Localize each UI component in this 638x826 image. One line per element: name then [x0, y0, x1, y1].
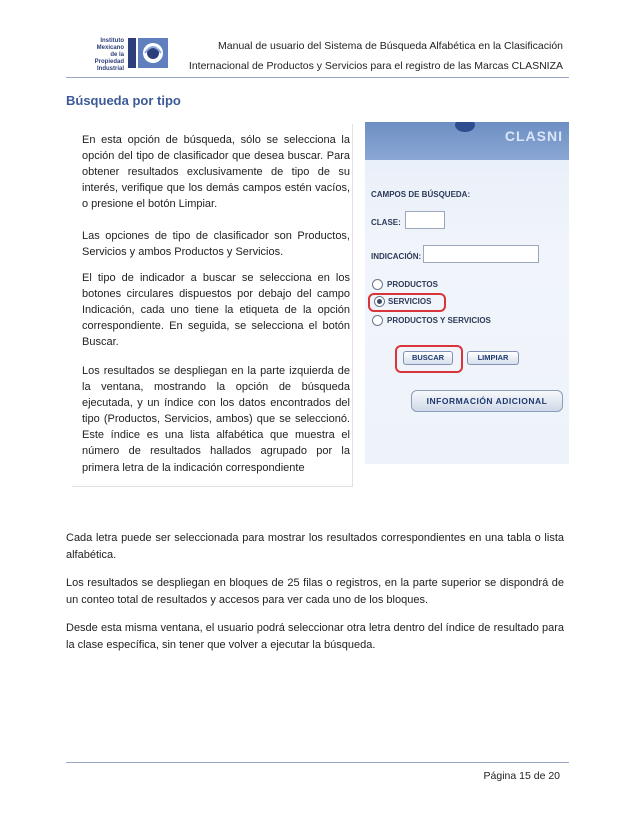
clase-label: CLASE: — [371, 218, 401, 227]
limpiar-button[interactable]: LIMPIAR — [467, 351, 519, 365]
radio-productos-y-servicios[interactable] — [372, 315, 383, 326]
header-title-line-2: Internacional de Productos y Servicios para el registro de las Marcas CLASNIZA — [188, 60, 563, 72]
screenshot-header-text: CLASNI — [504, 128, 563, 144]
indicacion-label: INDICACIÓN: — [371, 252, 422, 261]
logo-line: Mexicano — [96, 45, 124, 51]
radio-label: PRODUCTOS Y SERVICIOS — [387, 316, 491, 325]
radio-productos[interactable] — [372, 279, 383, 290]
paragraph: En esta opción de búsqueda, sólo se selecciona la opción del tipo de clasificador que desea buscar. Para obtener resultados exclusivamente de tipo de su interés, verifique que los demás campos estén vacíos, o presione el botón Limpiar. — [82, 134, 350, 211]
radio-label: PRODUCTOS — [387, 280, 438, 289]
radio-label: SERVICIOS — [388, 297, 432, 306]
body-paragraph: Los resultados se despliegan en bloques de 25 filas o registros, en la parte superior se dispondrá de un conteo total de resultados y accesos para ver cada uno de los bloques. — [66, 577, 564, 606]
header-ornament — [455, 122, 475, 132]
logo-text — [80, 38, 124, 73]
body-paragraph: Desde esta misma ventana, el usuario podrá seleccionar otra letra dentro del índice de resultado para la clase específica, sin tener que volver a ejecutar la búsqueda. — [66, 622, 564, 651]
header-title-line-1: Manual de usuario del Sistema de Búsqueda Alfabética en la Clasificación — [218, 40, 563, 52]
logo-line: de la Propiedad — [94, 52, 124, 65]
impi-logo — [80, 36, 172, 72]
paragraph: Las opciones de tipo de clasificador son Productos, Servicios y ambos Productos y Servicios. — [82, 230, 350, 259]
search-form-screenshot — [365, 122, 569, 464]
page-number: Página 15 de 20 — [483, 770, 560, 782]
footer-divider — [66, 762, 569, 763]
buscar-button[interactable]: BUSCAR — [403, 351, 453, 365]
impi-emblem-icon — [128, 38, 168, 68]
informacion-adicional-button[interactable]: INFORMACIÓN ADICIONAL — [411, 390, 563, 412]
campos-label: CAMPOS DE BÚSQUEDA: — [371, 190, 471, 199]
left-text-block — [72, 124, 353, 487]
clase-input[interactable] — [405, 211, 445, 229]
paragraph: Los resultados se despliegan en la parte izquierda de la ventana, mostrando la opción de búsqueda ejecutada, y un índice con los datos encontrados del tipo (Productos, Servicios, ambos) que se seleccionó. Este índice es una lista alfabética que muestra el número de resultados hallados agrupado por la primera letra de la indicación correspondiente — [82, 365, 350, 474]
indicacion-input[interactable] — [423, 245, 539, 263]
logo-line: Instituto — [100, 38, 124, 44]
header-divider — [66, 77, 569, 78]
logo-line: Industrial — [96, 66, 124, 72]
radio-servicios[interactable] — [374, 296, 385, 307]
screenshot-header — [365, 122, 569, 160]
body-paragraph: Cada letra puede ser seleccionada para mostrar los resultados correspondientes en una tabla o lista alfabética. — [66, 532, 564, 561]
paragraph: El tipo de indicador a buscar se selecciona en los botones circulares dispuestos por debajo del campo Indicación, cada uno tiene la etiqueta de la opción correspondiente. En seguida, se selecciona el botón Buscar. — [82, 272, 350, 349]
section-title: Búsqueda por tipo — [66, 93, 181, 108]
